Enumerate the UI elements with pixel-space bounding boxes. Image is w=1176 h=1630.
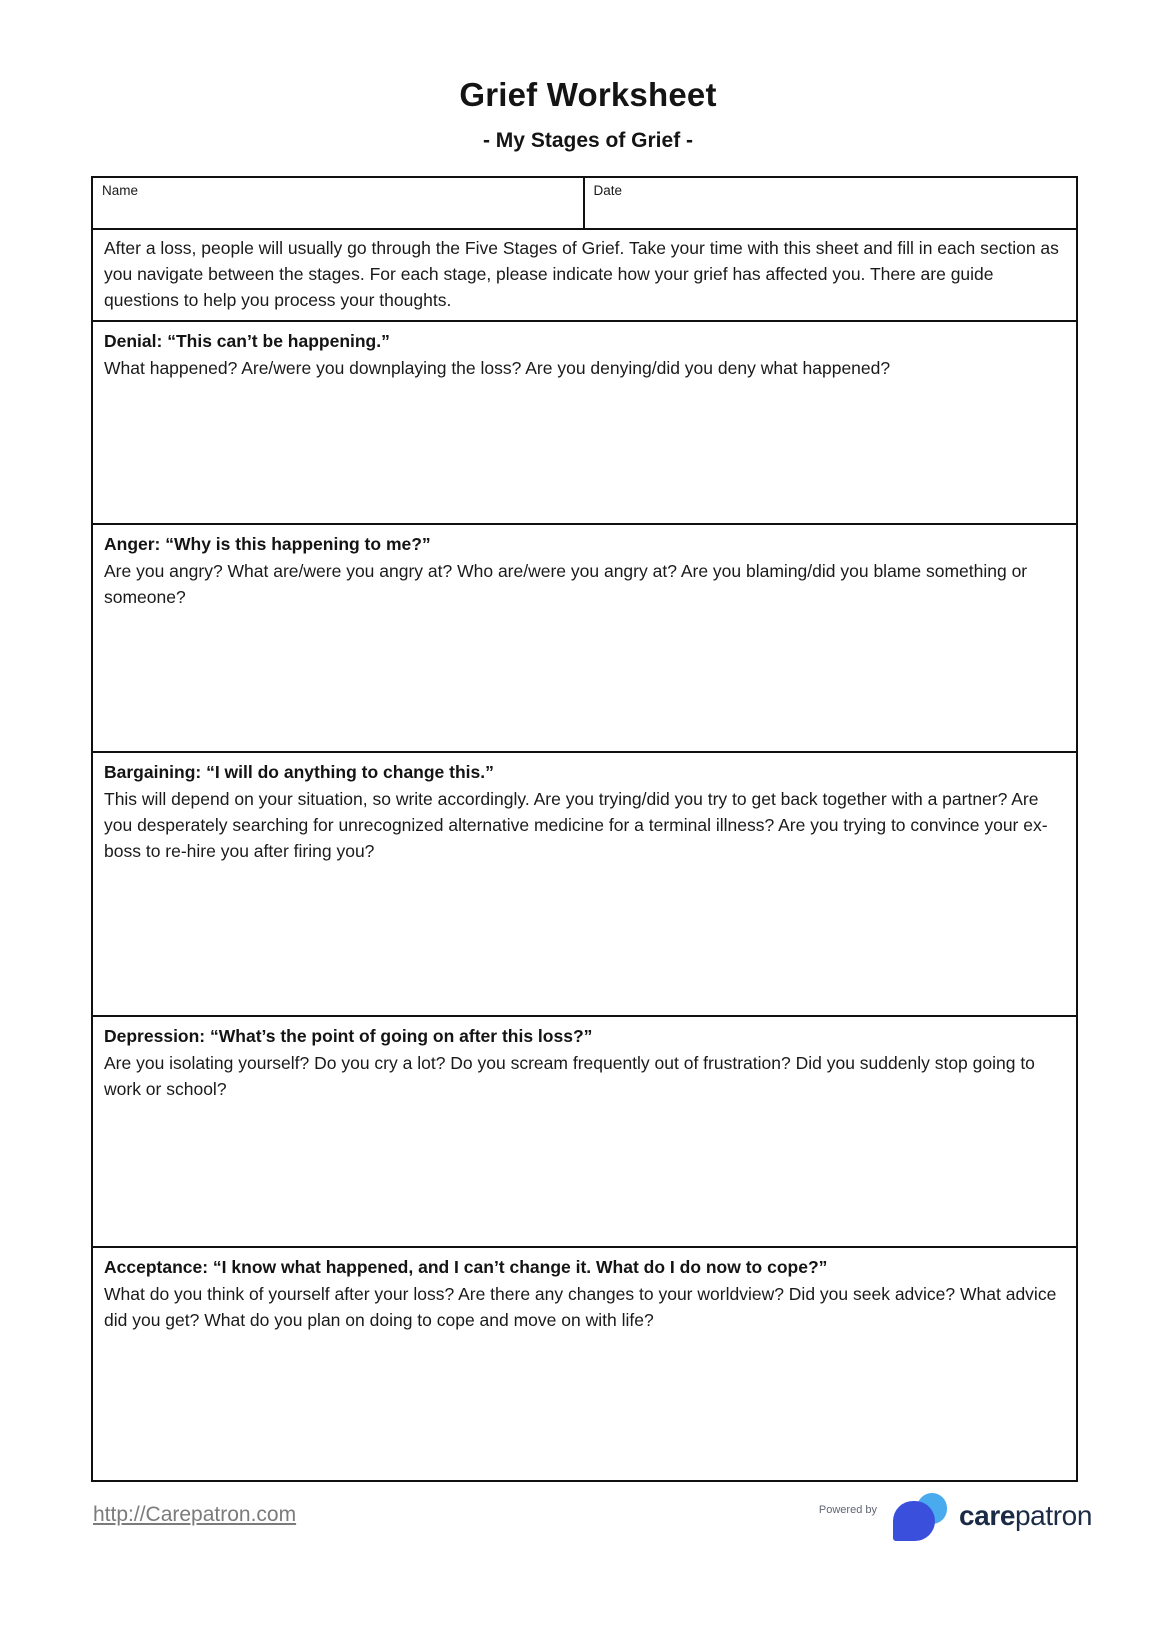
name-date-row xyxy=(93,178,1076,230)
section-denial xyxy=(93,322,1076,525)
date-label: Date xyxy=(593,183,623,198)
anger-heading: Anger: “Why is this happening to me?” xyxy=(104,534,431,554)
depression-response-area[interactable] xyxy=(93,1017,1076,1246)
wordmark-care: care xyxy=(958,1500,1015,1531)
logo-bubble-dark-icon xyxy=(893,1501,935,1541)
powered-by-label: Powered by xyxy=(818,1504,877,1516)
wordmark-patron: patron xyxy=(1015,1500,1092,1531)
date-field[interactable] xyxy=(585,178,1077,228)
denial-heading: Denial: “This can’t be happening.” xyxy=(104,331,390,351)
denial-response-area[interactable] xyxy=(93,322,1076,523)
carepatron-logo-icon xyxy=(891,1493,951,1543)
acceptance-heading: Acceptance: “I know what happened, and I can’t change it. What do I do now to cope?” xyxy=(104,1257,828,1277)
depression-heading: Depression: “What’s the point of going on after this loss?” xyxy=(104,1026,593,1046)
acceptance-response-area[interactable] xyxy=(93,1248,1076,1480)
intro-text: After a loss, people will usually go through the Five Stages of Grief. Take your time with this sheet and fill in each section as you navigate between the stages. For each stage, please indicate how your grief has affected you. There are guide questions to help you process your thoughts. xyxy=(93,230,1076,322)
acceptance-question: What do you think of yourself after your loss? Are there any changes to your worldview? Did you seek advice? What advice did you get? What do you plan on doing to cope and move on with life? xyxy=(104,1284,1057,1330)
page-title: Grief Worksheet xyxy=(459,76,717,113)
page-subtitle: - My Stages of Grief - xyxy=(482,129,694,152)
bargaining-question: This will depend on your situation, so write accordingly. Are you trying/did you try to get back together with a partner? Are you desperately searching for unrecognized alternative medicine for a terminal illness? Are you trying to convince your ex-boss to re-hire you after firing you? xyxy=(104,789,1048,861)
name-label: Name xyxy=(102,183,139,198)
name-field[interactable] xyxy=(93,178,585,228)
depression-question: Are you isolating yourself? Do you cry a lot? Do you scream frequently out of frustration? Did you suddenly stop going to work or school? xyxy=(104,1053,1035,1099)
worksheet-table xyxy=(91,176,1078,1482)
section-acceptance xyxy=(93,1248,1076,1480)
carepatron-branding xyxy=(819,1492,1092,1544)
denial-question: What happened? Are/were you downplaying the loss? Are you denying/did you deny what happened? xyxy=(104,358,891,378)
section-depression xyxy=(93,1017,1076,1248)
section-anger xyxy=(93,525,1076,753)
anger-response-area[interactable] xyxy=(93,525,1076,751)
carepatron-wordmark xyxy=(959,1500,1092,1532)
anger-question: Are you angry? What are/were you angry at? Who are/were you angry at? Are you blaming/did you blame something or someone? xyxy=(104,561,1028,607)
section-bargaining xyxy=(93,753,1076,1017)
bargaining-heading: Bargaining: “I will do anything to change this.” xyxy=(104,762,494,782)
bargaining-response-area[interactable] xyxy=(93,753,1076,1015)
carepatron-link[interactable]: http://Carepatron.com xyxy=(93,1503,297,1526)
